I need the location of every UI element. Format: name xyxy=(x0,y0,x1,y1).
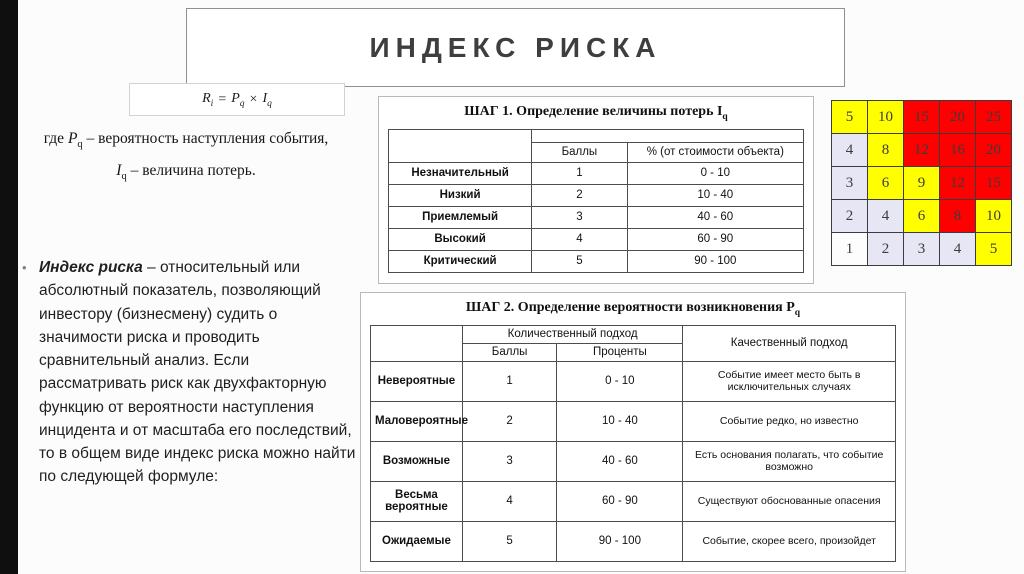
definition-bullet xyxy=(22,256,358,489)
step2-title-text: ШАГ 2. Определение вероятности возникновения P xyxy=(465,300,795,315)
step1-header-spacer xyxy=(532,129,804,142)
matrix-cell: 16 xyxy=(940,134,976,167)
matrix-cell: 2 xyxy=(832,200,868,233)
step1-block xyxy=(378,96,814,284)
definition-text: – относительный или абсолютный показатель, позволяющий инвестору (бизнесмену) судить о значимости риска и проводить сравнительный анализ. Если рассматривать риск как двухфакторную функцию от вероятности наступления инцидента и от масштаба его последствий, то в общем виде индекс риска можно найти по следующей формуле: xyxy=(39,259,356,486)
step2-row-label: Невероятные xyxy=(371,361,463,401)
formula-p: $P_q$ xyxy=(231,90,245,109)
step1-row-percent: 60 - 90 xyxy=(627,228,803,250)
table-row xyxy=(389,250,804,272)
step2-col-qualitative: Качественный подход xyxy=(683,325,896,361)
formula-note-line2: $I_q$ – величина потерь. xyxy=(116,161,256,182)
matrix-cell: 15 xyxy=(976,167,1012,200)
step1-row-percent: 90 - 100 xyxy=(627,250,803,272)
step1-row-points: 2 xyxy=(532,184,627,206)
matrix-cell: 8 xyxy=(940,200,976,233)
table-row xyxy=(389,228,804,250)
table-row xyxy=(371,521,896,561)
step1-row-percent: 40 - 60 xyxy=(627,206,803,228)
matrix-cell: 3 xyxy=(832,167,868,200)
step2-row-points: 5 xyxy=(462,521,557,561)
left-accent-bar xyxy=(0,0,18,574)
step1-row-label: Критический xyxy=(389,250,532,272)
matrix-cell: 12 xyxy=(904,134,940,167)
matrix-cell: 2 xyxy=(868,233,904,266)
table-row xyxy=(371,441,896,481)
multiply-sign: × xyxy=(249,91,258,107)
step2-row-points: 2 xyxy=(462,401,557,441)
step1-row-points: 5 xyxy=(532,250,627,272)
matrix-cell: 5 xyxy=(832,101,868,134)
step2-col-quantitative: Количественный подход xyxy=(462,325,683,343)
step2-row-label: Возможные xyxy=(371,441,463,481)
step2-corner-cell xyxy=(371,325,463,361)
step1-row-percent: 10 - 40 xyxy=(627,184,803,206)
step2-block xyxy=(360,292,906,572)
step2-table xyxy=(370,325,896,562)
step2-row-percent: 10 - 40 xyxy=(557,401,683,441)
step2-row-label: Маловероятные xyxy=(371,401,463,441)
step1-row-points: 1 xyxy=(532,162,627,184)
formula-r: $R_i$ xyxy=(202,90,214,109)
step2-title-subscript: q xyxy=(794,307,801,318)
step2-row-points: 3 xyxy=(462,441,557,481)
matrix-cell: 8 xyxy=(868,134,904,167)
formula-note-line1: где $P_q$ – вероятность наступления события, xyxy=(43,130,329,151)
table-row xyxy=(371,325,896,343)
step2-row-percent: 90 - 100 xyxy=(557,521,683,561)
step2-row-points: 4 xyxy=(462,481,557,521)
step1-title-text: ШАГ 1. Определение величины потерь I xyxy=(464,104,723,119)
step2-row-qualitative: Событие редко, но известно xyxy=(683,401,896,441)
step2-row-percent: 60 - 90 xyxy=(557,481,683,521)
step1-corner-cell xyxy=(389,129,532,162)
matrix-cell: 10 xyxy=(868,101,904,134)
step2-row-qualitative: Событие, скорее всего, произойдет xyxy=(683,521,896,561)
matrix-cell: 15 xyxy=(904,101,940,134)
step1-row-label: Приемлемый xyxy=(389,206,532,228)
matrix-cell: 9 xyxy=(904,167,940,200)
risk-matrix xyxy=(831,100,1012,266)
equals-sign: = xyxy=(218,91,227,107)
matrix-cell: 6 xyxy=(868,167,904,200)
bullet-icon: • xyxy=(22,260,27,275)
matrix-cell: 4 xyxy=(868,200,904,233)
matrix-cell: 6 xyxy=(904,200,940,233)
step2-col-percent: Проценты xyxy=(557,343,683,361)
formula-i: $I_q$ xyxy=(262,90,272,109)
table-row xyxy=(389,184,804,206)
step1-col-points: Баллы xyxy=(532,142,627,162)
table-row xyxy=(389,129,804,142)
title-box xyxy=(186,8,845,87)
matrix-cell: 3 xyxy=(904,233,940,266)
step1-table xyxy=(388,129,804,273)
step2-col-points: Баллы xyxy=(462,343,557,361)
step2-row-qualitative: Существуют обоснованные опасения xyxy=(683,481,896,521)
step2-row-qualitative: Есть основания полагать, что событие возможно xyxy=(683,441,896,481)
table-row xyxy=(389,206,804,228)
step1-row-label: Низкий xyxy=(389,184,532,206)
step2-row-percent: 0 - 10 xyxy=(557,361,683,401)
step1-row-label: Высокий xyxy=(389,228,532,250)
step2-title xyxy=(370,300,896,318)
matrix-cell: 25 xyxy=(976,101,1012,134)
step1-title-subscript: q xyxy=(722,111,728,122)
table-row xyxy=(389,162,804,184)
step2-row-qualitative: Событие имеет место быть в исключительных случаях xyxy=(683,361,896,401)
matrix-cell: 10 xyxy=(976,200,1012,233)
step1-row-points: 3 xyxy=(532,206,627,228)
step2-row-label: Ожидаемые xyxy=(371,521,463,561)
matrix-cell: 12 xyxy=(940,167,976,200)
step1-row-points: 4 xyxy=(532,228,627,250)
step1-row-label: Незначительный xyxy=(389,162,532,184)
step2-row-percent: 40 - 60 xyxy=(557,441,683,481)
matrix-cell: 20 xyxy=(940,101,976,134)
page-title: ИНДЕКС РИСКА xyxy=(369,31,662,63)
matrix-cell: 20 xyxy=(976,134,1012,167)
table-row xyxy=(371,481,896,521)
matrix-cell: 4 xyxy=(940,233,976,266)
matrix-cell: 1 xyxy=(832,233,868,266)
step1-row-percent: 0 - 10 xyxy=(627,162,803,184)
table-row xyxy=(371,401,896,441)
table-row xyxy=(371,361,896,401)
step1-col-percent: % (от стоимости объекта) xyxy=(627,142,803,162)
step1-title xyxy=(388,104,804,122)
formula-note xyxy=(12,124,360,187)
step2-row-label: Весьма вероятные xyxy=(371,481,463,521)
step2-row-points: 1 xyxy=(462,361,557,401)
matrix-cell: 4 xyxy=(832,134,868,167)
definition-term: Индекс риска xyxy=(39,259,143,276)
matrix-cell: 5 xyxy=(976,233,1012,266)
formula-box xyxy=(129,83,345,116)
